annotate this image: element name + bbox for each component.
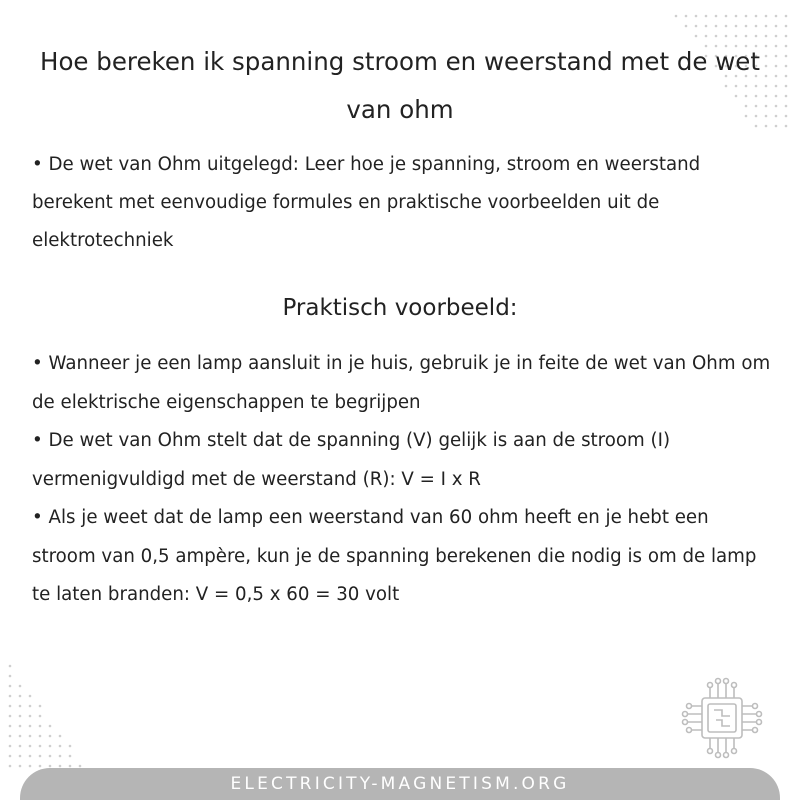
decoration-dot <box>9 725 12 728</box>
decoration-dot <box>59 755 62 758</box>
decoration-dot <box>29 735 32 738</box>
decoration-dot <box>19 735 22 738</box>
decoration-dot <box>775 15 778 18</box>
decoration-dot <box>49 745 52 748</box>
decoration-dot <box>49 765 52 768</box>
decoration-dot <box>49 725 52 728</box>
decoration-dot <box>29 705 32 708</box>
decoration-dot <box>695 25 698 28</box>
decoration-dot <box>715 25 718 28</box>
decoration-dot <box>785 95 788 98</box>
decoration-dot <box>9 685 12 688</box>
footer-bar <box>20 768 780 800</box>
decoration-dot <box>9 745 12 748</box>
decoration-dot <box>19 725 22 728</box>
decoration-dot <box>29 725 32 728</box>
decoration-dot <box>735 35 738 38</box>
bullet-list <box>32 345 772 615</box>
decoration-dot <box>775 25 778 28</box>
decoration-dot <box>39 735 42 738</box>
bullet-item: • Als je weet dat de lamp een weerstand van 60 ohm heeft en je hebt een stroom van 0,5 ampère, kun je de spanning berekenen die nodig is om de lamp te laten branden: V = 0,5 x 60 = 30 volt <box>32 507 757 605</box>
decoration-dot <box>755 35 758 38</box>
page-title: Hoe bereken ik spanning stroom en weerstand met de wet van ohm <box>40 47 760 124</box>
decoration-dot <box>785 85 788 88</box>
decoration-dot <box>29 755 32 758</box>
decoration-dot <box>745 25 748 28</box>
decoration-dot <box>785 55 788 58</box>
footer-site-name: ELECTRICITY-MAGNETISM.ORG <box>230 774 570 794</box>
decoration-dot <box>69 755 72 758</box>
decoration-dot <box>19 745 22 748</box>
circuit-chip-icon <box>672 668 772 768</box>
decoration-dot <box>765 25 768 28</box>
bullet-item: • Wanneer je een lamp aansluit in je huis, gebruik je in feite de wet van Ohm om de elektrische eigenschappen te begrijpen <box>32 353 771 413</box>
decoration-dot <box>725 25 728 28</box>
decoration-dot <box>49 755 52 758</box>
decoration-dot <box>19 765 22 768</box>
dot-pattern-bottom-left <box>6 652 98 770</box>
decoration-dot <box>715 35 718 38</box>
decoration-dot <box>39 745 42 748</box>
decoration-dot <box>775 35 778 38</box>
decoration-dot <box>9 665 12 668</box>
intro-text: • De wet van Ohm uitgelegd: Leer hoe je spanning, stroom en weerstand berekent met eenvoudige formules en praktische voorbeelden uit de elektrotechniek <box>32 154 701 251</box>
decoration-dot <box>29 765 32 768</box>
decoration-dot <box>705 25 708 28</box>
decoration-dot <box>785 45 788 48</box>
decoration-dot <box>9 755 12 758</box>
decoration-dot <box>755 25 758 28</box>
decoration-dot <box>69 765 72 768</box>
section-heading: Praktisch voorbeeld: <box>282 295 518 321</box>
decoration-dot <box>29 715 32 718</box>
decoration-dot <box>9 715 12 718</box>
decoration-dot <box>29 695 32 698</box>
decoration-dot <box>685 15 688 18</box>
decoration-dot <box>785 65 788 68</box>
decoration-dot <box>9 675 12 678</box>
decoration-dot <box>745 35 748 38</box>
decoration-dot <box>39 765 42 768</box>
decoration-dot <box>39 715 42 718</box>
decoration-dot <box>685 25 688 28</box>
decoration-dot <box>725 35 728 38</box>
decoration-dot <box>9 735 12 738</box>
decoration-dot <box>9 695 12 698</box>
decoration-dot <box>705 35 708 38</box>
decoration-dot <box>59 745 62 748</box>
decoration-dot <box>29 745 32 748</box>
decoration-dot <box>79 765 82 768</box>
decoration-dot <box>705 15 708 18</box>
decoration-dot <box>39 705 42 708</box>
decoration-dot <box>19 715 22 718</box>
decoration-dot <box>765 35 768 38</box>
decoration-dot <box>765 15 768 18</box>
decoration-dot <box>785 25 788 28</box>
decoration-dot <box>745 15 748 18</box>
decoration-dot <box>695 35 698 38</box>
decoration-dot <box>69 745 72 748</box>
decoration-dot <box>39 725 42 728</box>
decoration-dot <box>785 15 788 18</box>
decoration-dot <box>785 115 788 118</box>
decoration-dot <box>675 15 678 18</box>
decoration-dot <box>695 15 698 18</box>
decoration-dot <box>39 755 42 758</box>
decoration-dot <box>19 705 22 708</box>
decoration-dot <box>19 695 22 698</box>
decoration-dot <box>735 15 738 18</box>
decoration-dot <box>785 35 788 38</box>
decoration-dot <box>715 15 718 18</box>
decoration-dot <box>9 705 12 708</box>
decoration-dot <box>755 15 758 18</box>
decoration-dot <box>725 15 728 18</box>
decoration-dot <box>785 75 788 78</box>
bullet-item: • De wet van Ohm stelt dat de spanning (V) gelijk is aan de stroom (I) vermenigvuldigd met de weerstand (R): V = I x R <box>32 430 671 490</box>
decoration-dot <box>19 755 22 758</box>
decoration-dot <box>785 125 788 128</box>
decoration-dot <box>59 735 62 738</box>
decoration-dot <box>9 765 12 768</box>
decoration-dot <box>59 765 62 768</box>
decoration-dot <box>19 685 22 688</box>
decoration-dot <box>49 735 52 738</box>
decoration-dot <box>785 105 788 108</box>
decoration-dot <box>735 25 738 28</box>
